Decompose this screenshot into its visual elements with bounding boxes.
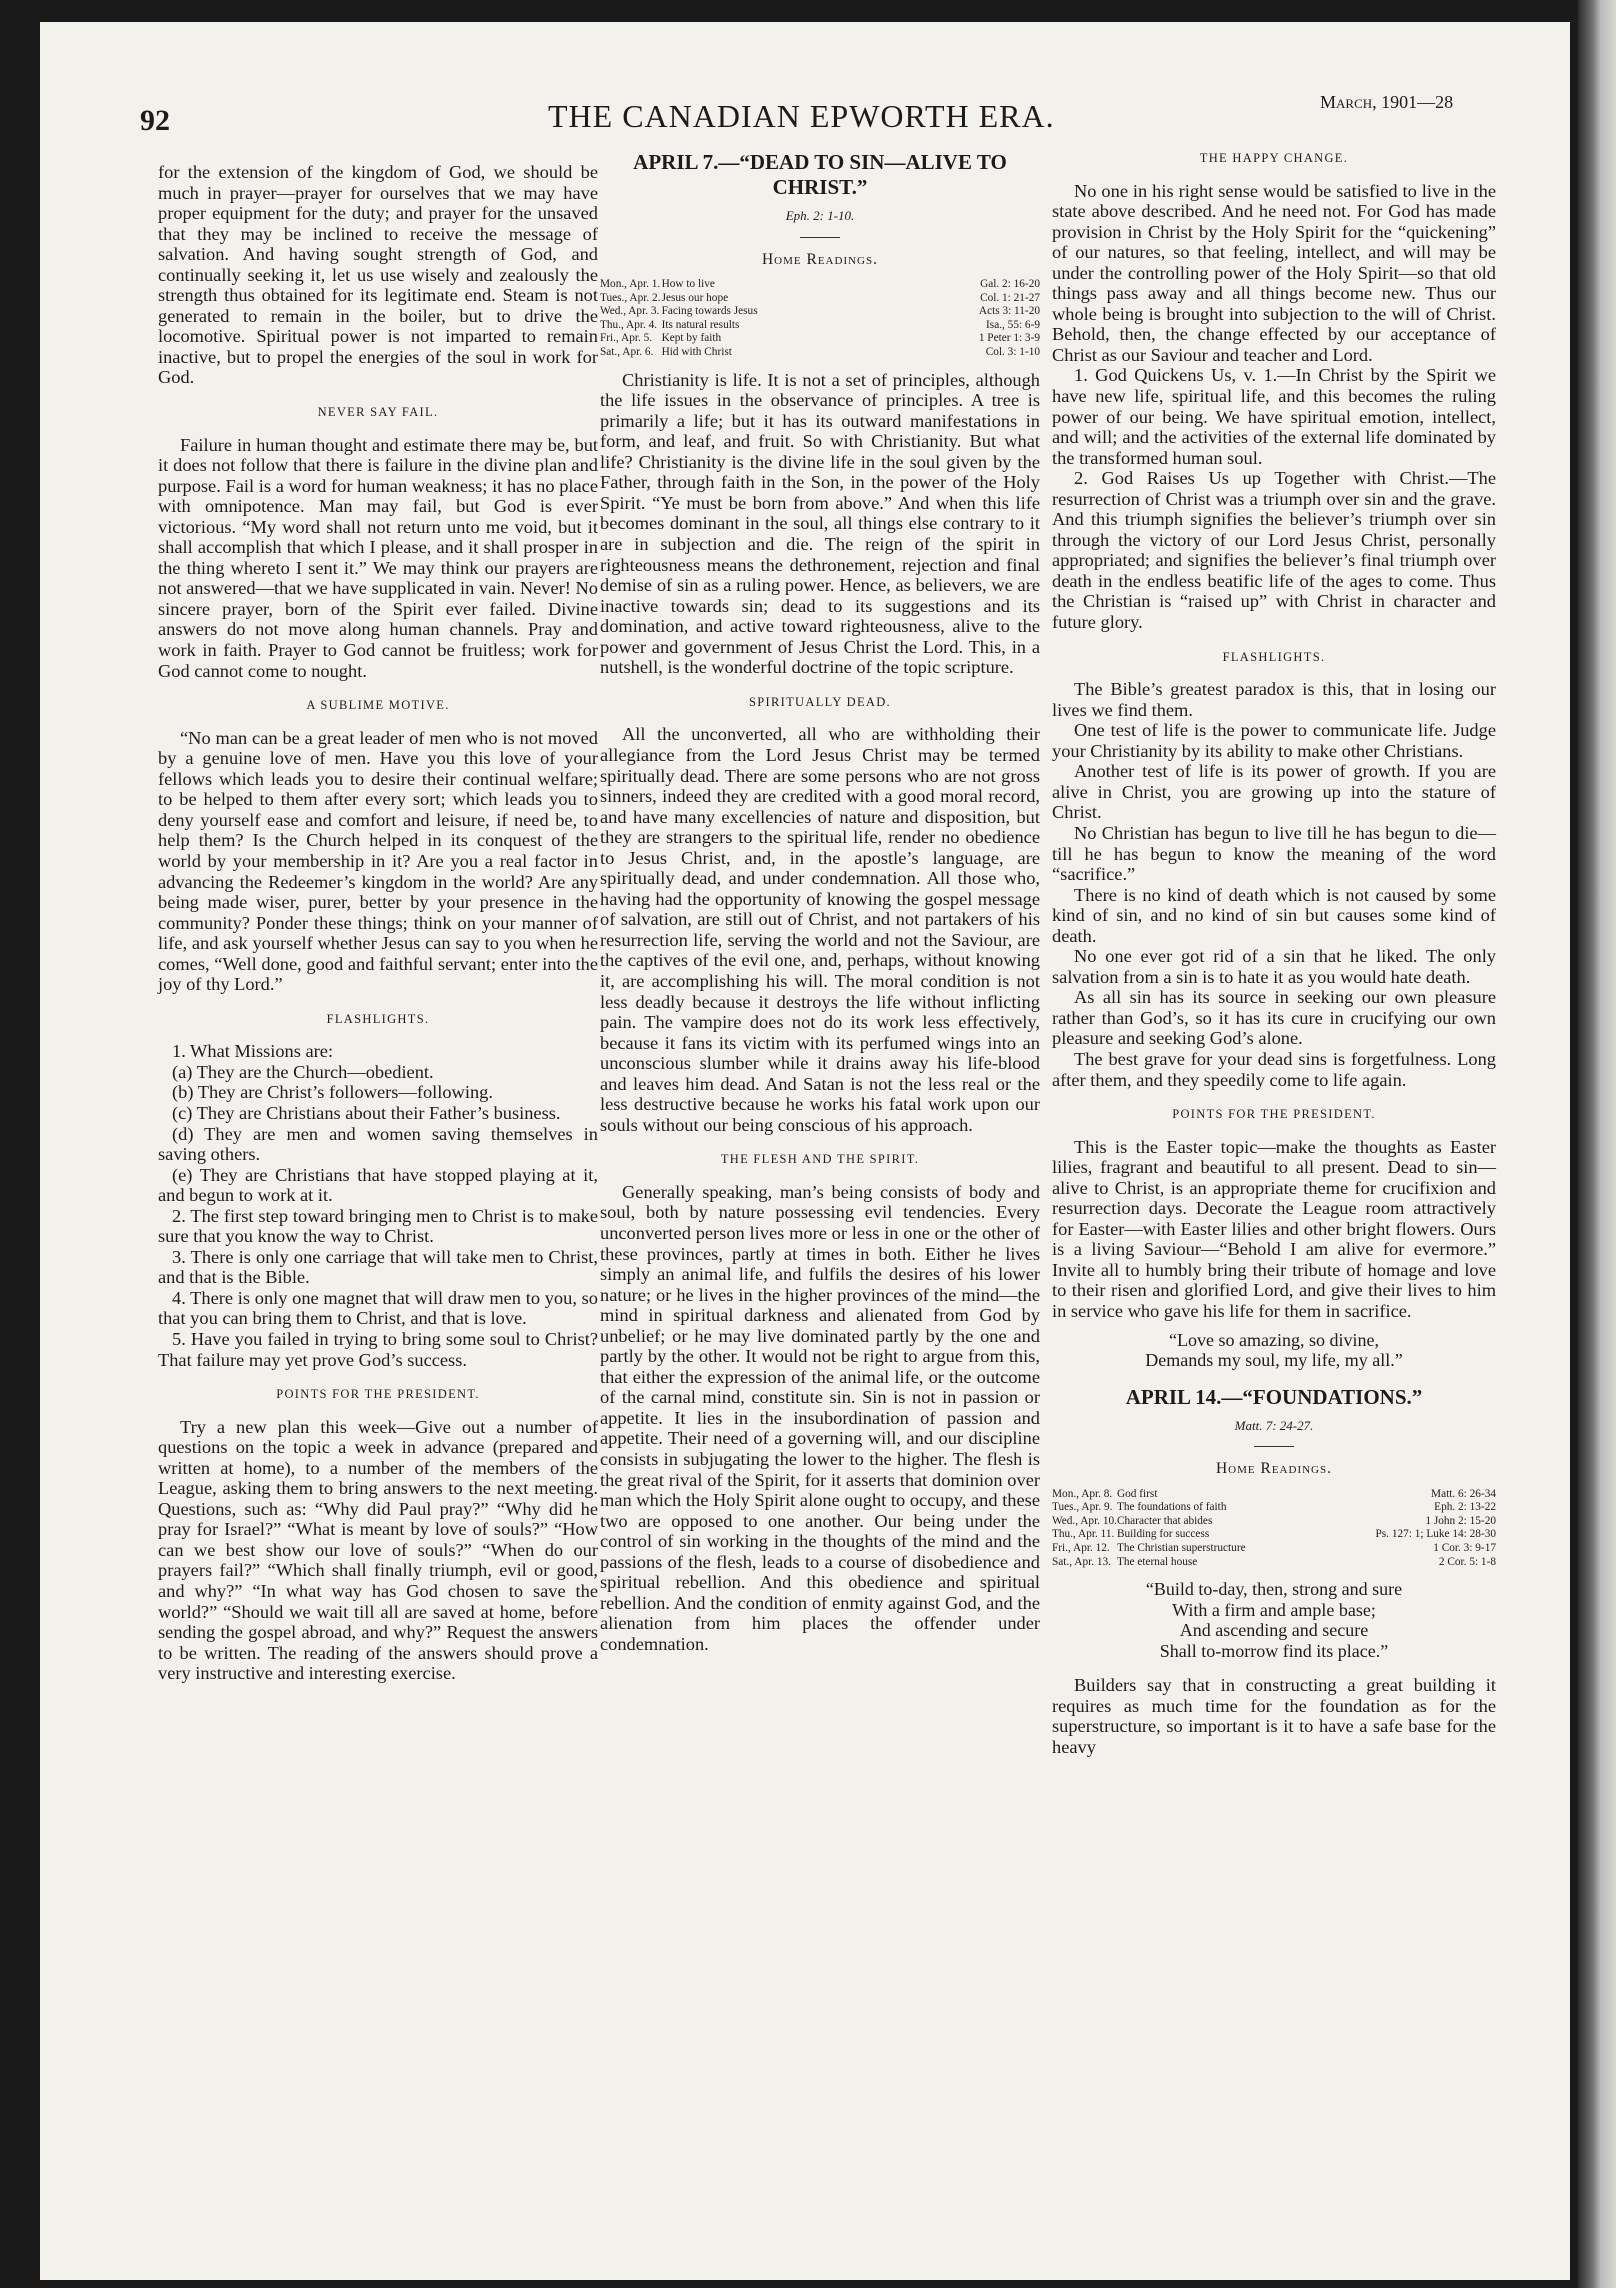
table-row: Thu., Apr. 4. Its natural results Isa., 55: 6-9 xyxy=(600,318,1040,331)
table-row: Wed., Apr. 10. Character that abides 1 John 2: 15-20 xyxy=(1052,1514,1496,1527)
paragraph-god-quickens-us: 1. God Quickens Us, v. 1.—In Christ by the Spirit we have new life, spiritual life, and this becomes the ruling power of our being. We have spiritual emotion, intellect, and will; and the activities of the external life dominated by the transformed human soul. xyxy=(1052,365,1496,468)
verse-line: Demands my soul, my life, my all.” xyxy=(1145,1350,1403,1371)
paragraph-points-for-president: Try a new plan this week—Give out a number of questions on the topic a week in advance (prepared and written at home), to a number of the members of the League, asking them to bring answers to the next meeting. Questions, such as: “Why did Paul pray?” “Why did he pray for Israel?” “What is meant by love of souls?” “How can we best show our love of souls?” “When do our prayers fail?” “Which shall finally triumph, evil or good, and why?” “In what way has God chosen to save the world?” “Should we wait till all are saved at home, before sending the gospel abroad, and why?” Request the answers to be written. The reading of the answers should prove a very instructive and interesting exercise. xyxy=(158,1416,598,1684)
paragraph-happy-change: No one in his right sense would be satisfied to live in the state above described. And he need not. For God has made provision in Christ by the Holy Spirit for the “quickening” of our natures, so that feeling, intellect, and will may be under the controlling power of the Holy Spirit—so that old things pass away and all things become new. Thus our whole being is brought into subjection to the will of Christ. Behold, then, the change effected by our acceptance of Christ as our Saviour and teacher and Lord. xyxy=(1052,180,1496,365)
list-item: 2. The first step toward bringing men to Christ is to make sure that you know the way to Christ. xyxy=(158,1205,598,1247)
scripture-reference: Eph. 2: 1-10. xyxy=(785,208,855,223)
list-item: 5. Have you failed in trying to bring some soul to Christ? That failure may yet prove God’s success. xyxy=(158,1328,598,1370)
table-row: Sat., Apr. 6. Hid with Christ Col. 3: 1-10 xyxy=(600,346,1040,359)
home-readings-heading: Home Readings. xyxy=(761,250,878,268)
section-heading-flesh-and-spirit: THE FLESH AND THE SPIRIT. xyxy=(720,1152,920,1167)
section-heading-happy-change: THE HAPPY CHANGE. xyxy=(1199,151,1349,165)
paragraph-intro: for the extension of the kingdom of God, we should be much in prayer—prayer for ourselves that we may have proper equipment for the duty; and prayer for the unsaved that they may be inclined to receive the message of salvation. And having sought strength of God, and continually seeking it, let us use wisely and zealously the strength thus obtained for its legitimate end. Steam is not generated to remain in the boiler, but to drive the locomotive. Spiritual power is not imparted to remain inactive, but to propel the energies of the soul in work for God. xyxy=(158,162,598,388)
column-middle xyxy=(600,150,1040,2250)
section-heading-spiritually-dead: SPIRITUALLY DEAD. xyxy=(749,694,891,709)
list-item: 4. There is only one magnet that will draw men to you, so that you can bring them to Christ, and that is love. xyxy=(158,1287,598,1329)
poem-verse xyxy=(1052,1579,1496,1661)
home-readings-table xyxy=(1052,1488,1496,1570)
magazine-page xyxy=(40,22,1570,2280)
paragraph-builders: Builders say that in constructing a great building it requires as much time for the foundation as for the superstructure, so important is it to have a safe base for the heavy xyxy=(1052,1675,1496,1757)
section-heading-flashlights: FLASHLIGHTS. xyxy=(326,1011,430,1026)
flashlights-list xyxy=(1052,679,1496,1090)
paragraph-spiritually-dead: All the unconverted, all who are withholding their allegiance from the Lord Jesus Christ may be termed spiritually dead. There are some persons who are not gross sinners, indeed they are credited with a good moral record, and have many excellencies of nature and disposition, but they are strangers to the spiritual life, render no obedience to Jesus Christ, and, in the apostle’s language, are spiritually dead, and under condemnation. All those who, having had the opportunity of knowing the gospel message of salvation, are still out of Christ, and not partakers of his resurrection life, serving the world and not the Saviour, are the captives of the evil one, and, perhaps, without knowing it, are accomplishing his will. The moral condition is not less deadly because it destroys the life without inflicting pain. The vampire does not do its work less effectively, because it fans its victim with its perfumed wings into an unconscious slumber while it drains away his life-blood and leaves him dead. And Satan is not the less real or the less destructive because he works his fatal work upon our souls without our being conscious of his approach. xyxy=(600,724,1040,1135)
table-row: Mon., Apr. 1. How to live Gal. 2: 16-20 xyxy=(600,278,1040,291)
issue-date: March, 1901—28 xyxy=(1320,92,1454,112)
home-readings-table xyxy=(600,278,1040,360)
verse-line: “Love so amazing, so divine, xyxy=(1169,1329,1379,1350)
list-item: (a) They are the Church—obedient. xyxy=(172,1061,434,1082)
paragraph-flesh-and-spirit: Generally speaking, man’s being consists of body and soul, both by nature possessing evil tendencies. Every unconverted person lives more or less in one or the other of these provinces, partly at times in both. Either he lives simply an animal life, and fulfils the desires of his lower nature; or he lives in the higher provinces of the mind—the mind in spiritual darkness and alienated from God by unbelief; or he may live dominated partly by the one and partly by the other. It would not be right to argue from this, that either the expression of the animal life, or the outcome of the carnal mind, constitute sin. Sin is not in passion or appetite. It lies in the insubordination of passion and appetite. Their need of a governing will, and our discipline consists in subjugating the lower to the higher. The flesh is the great rival of the Spirit, for it asserts that dominion over man which the Holy Spirit alone ought to occupy, and these two are opposed to one another. Our being under the control of sin working in the thoughts of the mind and the passions of the flesh, leads to a course of disobedience and spiritual rebellion. And this obedience and spiritual rebellion. And the condition of enmity against God, and the alienation from him places the offender under condemnation. xyxy=(600,1181,1040,1654)
list-item: There is no kind of death which is not caused by some kind of sin, and no kind of sin but causes some kind of death. xyxy=(1052,884,1496,946)
verse-line: Shall to-morrow find its place.” xyxy=(1159,1640,1389,1661)
home-readings-heading: Home Readings. xyxy=(1215,1460,1332,1478)
verse-line: With a firm and ample base; xyxy=(1172,1599,1376,1620)
paragraph-christianity-is-life: Christianity is life. It is not a set of principles, although the life issues in the observance of principles. A tree is primarily a life; but it has its outward manifestations in form, and leaf, and fruit. So with Christianity. But what life? Christianity is the divine life in the soul given by the Father, through faith in the Son, in the power of the Holy Spirit. “Ye must be born from above.” And when this life becomes dominant in the soul, all things else contrary to it are in subjection and die. The reign of the spirit in righteousness means the dethronement, rejection and final demise of sin as a ruling power. Hence, as believers, we are inactive towards sin; dead to its suggestions and its domination, and active toward righteousness, alive to the power and government of Jesus Christ the Lord. This, in a nutshell, is the wonderful doctrine of the topic scripture. xyxy=(600,369,1040,678)
verse-line: And ascending and secure xyxy=(1179,1620,1369,1641)
section-heading-points-for-president: POINTS FOR THE PRESIDENT. xyxy=(276,1387,480,1402)
table-row: Thu., Apr. 11. Building for success Ps. 127: 1; Luke 14: 28-30 xyxy=(1052,1528,1496,1541)
section-heading-sublime-motive: A SUBLIME MOTIVE. xyxy=(306,698,450,713)
paragraph-never-say-fail: Failure in human thought and estimate there may be, but it does not follow that there is failure in the divine plan and purpose. Fail is a word for human weakness; it has no place with omnipotence. Man may fail, but God is ever victorious. “My word shall not return unto me void, but it shall accomplish that which I please, and it shall prosper in the thing whereto I sent it.” We may think our prayers are not answered—that we have supplicated in vain. Never! No sincere prayer, born of the Spirit ever failed. Divine answers do not move along human channels. Pray and work in faith. Prayer to God cannot be fruitless; work for God cannot come to nought. xyxy=(158,434,598,681)
section-heading-never-say-fail: NEVER SAY FAIL. xyxy=(317,405,439,420)
list-item: 3. There is only one carriage that will take men to Christ, and that is the Bible. xyxy=(158,1246,598,1288)
list-item: (c) They are Christians about their Father’s business. xyxy=(172,1102,561,1123)
section-heading-points-for-president: POINTS FOR THE PRESIDENT. xyxy=(1172,1107,1376,1122)
table-row: Fri., Apr. 12. The Christian superstructure 1 Cor. 3: 9-17 xyxy=(1052,1542,1496,1554)
lesson-title-april-7: APRIL 7.—“DEAD TO SIN—ALIVE TO CHRIST.” xyxy=(633,150,1007,199)
table-row: Mon., Apr. 8. God first Matt. 6: 26-34 xyxy=(1052,1487,1496,1500)
list-item: As all sin has its source in seeking our own pleasure rather than God’s, so it has its cure in crucifying our own pleasure and seeking God’s alone. xyxy=(1052,987,1496,1049)
column-left xyxy=(158,162,598,2262)
table-row: Tues., Apr. 2. Jesus our hope Col. 1: 21-27 xyxy=(600,291,1040,304)
table-row: Tues., Apr. 9. The foundations of faith Eph. 2: 13-22 xyxy=(1052,1501,1496,1514)
paragraph-sublime-motive: “No man can be a great leader of men who is not moved by a genuine love of men. Have you this love of your fellows which leads you to desire their continual welfare; to be helped to them after every sort; which leads you to deny yourself ease and comfort and leisure, if need be, to help them? Is the Church helped in its conquest of the world by your membership in it? Are you a real factor in advancing the Redeemer’s kingdom in the world? Are any being made wiser, purer, better by your presence in the community? Ponder these things; think on your manner of life, and ask yourself whether Jesus can say to you when he comes, “Well done, good and faithful servant; enter into the joy of thy Lord.” xyxy=(158,727,598,995)
verse-line: “Build to-day, then, strong and sure xyxy=(1145,1579,1403,1600)
flashlights-list xyxy=(158,1041,598,1370)
list-item: (d) They are men and women saving themselves in saving others. xyxy=(158,1123,598,1165)
paragraph-points-for-president: This is the Easter topic—make the thoughts as Easter lilies, fragrant and beautiful to all present. Dead to sin—alive to Christ, is an appropriate theme for crucifixion and resurrection days. Decorate the League room attractively for Easter—with Easter lilies and other bright flowers. Ours is a living Saviour—“Behold I am alive for evermore.” Invite all to humbly bring their tribute of homage and love to their risen and glorified Lord, and give their lives to him in service who gave his life for them in sacrifice. xyxy=(1052,1136,1496,1321)
list-item: 1. What Missions are: xyxy=(172,1041,334,1062)
section-heading-flashlights: FLASHLIGHTS. xyxy=(1222,649,1326,664)
page-number: 92 xyxy=(140,104,170,137)
hymn-verse xyxy=(1052,1330,1496,1371)
list-item: (b) They are Christ’s followers—following. xyxy=(172,1082,493,1103)
list-item: No one ever got rid of a sin that he liked. The only salvation from a sin is to hate it as you would hate death. xyxy=(1052,946,1496,987)
scripture-reference: Matt. 7: 24-27. xyxy=(1234,1417,1314,1433)
table-row: Wed., Apr. 3. Facing towards Jesus Acts 3: 11-20 xyxy=(600,305,1040,318)
divider xyxy=(800,237,840,238)
list-item: Another test of life is its power of growth. If you are alive in Christ, you are growing up into the stature of Christ. xyxy=(1052,761,1496,823)
list-item: One test of life is the power to communicate life. Judge your Christianity by its ability to make other Christians. xyxy=(1052,720,1496,761)
paragraph-god-raises-us: 2. God Raises Us up Together with Christ.—The resurrection of Christ was a triumph over sin and the grave. And this triumph signifies the believer’s triumph over sin through the victory of our Lord Jesus Christ, personally appropriated; and signifies the believer’s final triumph over death in the endless beatific life of the ages to come. Thus the Christian is “raised up” with Christ in character and future glory. xyxy=(1052,468,1496,633)
list-item: (e) They are Christians that have stopped playing at it, and begun to work at it. xyxy=(158,1164,598,1206)
divider xyxy=(1254,1446,1294,1447)
list-item: No Christian has begun to live till he has begun to die—till he has begun to know the meaning of the word “sacrifice.” xyxy=(1052,822,1496,885)
lesson-title-april-14: APRIL 14.—“FOUNDATIONS.” xyxy=(1125,1384,1423,1409)
list-item: The Bible’s greatest paradox is this, that in losing our lives we find them. xyxy=(1052,679,1496,720)
list-item: The best grave for your dead sins is forgetfulness. Long after them, and they speedily come to life again. xyxy=(1052,1048,1496,1090)
book-gutter xyxy=(1578,0,1616,2288)
column-right xyxy=(1052,148,1496,2248)
table-row: Sat., Apr. 13. The eternal house 2 Cor. 5: 1-8 xyxy=(1052,1555,1496,1568)
masthead-title: THE CANADIAN EPWORTH ERA. xyxy=(548,98,1055,134)
table-row: Fri., Apr. 5. Kept by faith 1 Peter 1: 3-9 xyxy=(600,332,1040,345)
